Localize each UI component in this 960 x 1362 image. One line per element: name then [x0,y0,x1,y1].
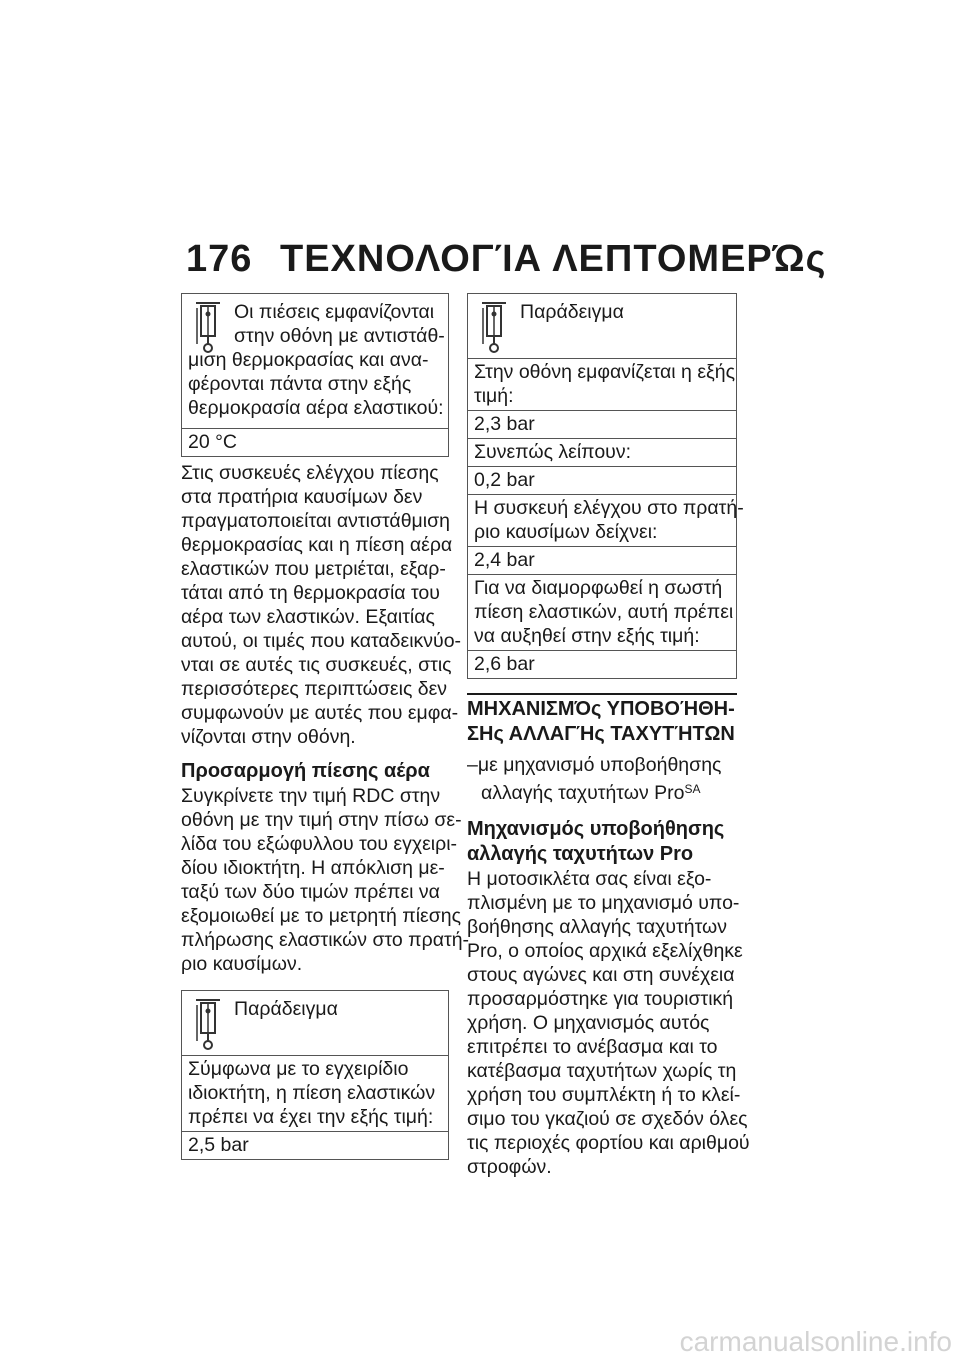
text-line: Στις συσκευές ελέγχου πίεσης [181,462,439,484]
text-line: πίεση ελαστικών, αυτή πρέπει [474,601,734,623]
page-header [186,238,827,288]
text-line: πρέπει να έχει την εξής τιμή: [188,1106,434,1128]
text-line: πλισμένη με το μηχανισμό υπο- [467,892,740,914]
text-line: προσαρμόστηκε για τουριστική [467,988,734,1010]
watermark: carmanualsonline.info [679,1326,952,1357]
text-line: ριο καυσίμων. [181,953,303,975]
text-line: συμφωνούν με αυτές που εμφα- [181,702,459,724]
tyre-pressure-icon [480,302,508,354]
note-line: μιση θερμοκρασίας και ανα- [188,349,429,371]
chapter-title: ΤΕΧΝΟΛΟΓΊΑ ΛΕΠΤΟΜΕΡΏς [280,238,827,280]
text-line: βοήθησης αλλαγής ταχυτήτων [467,916,728,938]
text-line: Η συσκευή ελέγχου στο πρατή- [474,497,744,519]
note-line: θερμοκρασία αέρα ελαστικού: [188,397,444,419]
text-line: νίζονται στην οθόνη. [181,726,356,748]
text-line: νται σε αυτές τις συσκευές, στις [181,654,452,676]
text-line: Σύμφωνα με το εγχειρίδιο [188,1058,409,1080]
example-title-row [468,294,736,358]
note-line: στην οθόνη με αντιστάθ- [234,325,445,347]
example-text [182,1055,448,1131]
section-rule [467,693,737,695]
example-value: 2,4 bar [468,546,736,574]
section-title-line: ΣΗς ΑΛΛΑΓΉς ΤΑΧΥΤΉΤΩΝ [467,723,735,745]
text-line: πραγματοποιείται αντιστάθμιση [181,510,450,532]
text-line: ελαστικών που μετριέται, εξαρ- [181,558,446,580]
shift-assistant-paragraph [467,867,750,1179]
example-value: 2,5 bar [182,1131,448,1159]
tyre-pressure-icon [194,999,222,1051]
note-value: 20 °C [182,428,448,456]
text-line: τις περιοχές φορτίου και αριθμού [467,1132,750,1154]
text-line: θερμοκρασίας και η πίεση αέρα [181,534,453,556]
text-line: περισσότερες περιπτώσεις δεν [181,678,448,700]
example-value: 0,2 bar [468,466,736,494]
example-value: 2,3 bar [468,410,736,438]
text-line: Συνεπώς λείπουν: [474,441,632,463]
left-column [181,293,470,1160]
note-line: φέρονται πάντα στην εξής [188,373,412,395]
subheading [467,817,737,867]
text-line: Pro, ο οποίος αρχικά εξελίχθηκε [467,940,743,962]
pressure-paragraph [181,461,462,749]
example-title-row [182,991,448,1055]
example-text [468,438,736,466]
text-line: τιμή: [474,385,514,407]
example-value: 2,6 bar [468,650,736,678]
tyre-pressure-icon [194,302,222,354]
example-text [468,358,736,410]
example-title: Παράδειγμα [234,998,338,1020]
text-line: ιδιοκτήτη, η πίεση ελαστικών [188,1082,436,1104]
section-heading: Προσαρμογή πίεσης αέρα [181,760,430,782]
equipment-bullet [467,753,737,805]
text-line: σιμο του γκαζιού σε σχεδόν όλες [467,1108,748,1130]
example-text [468,494,744,546]
text-line: στα πρατήρια καυσίμων δεν [181,486,423,508]
right-column [467,293,750,1179]
example-box [467,293,744,679]
text-line: στροφών. [467,1156,552,1178]
text-line: χρήση. Ο μηχανισμός αυτός [467,1012,710,1034]
note-line: Οι πιέσεις εμφανίζονται [234,301,435,323]
text-line: στους αγώνες και στη συνέχεια [467,964,735,986]
bullet-line: –με μηχανισμό υποβοήθησης [467,754,722,776]
text-line: αέρα των ελαστικών. Εξαιτίας [181,606,435,628]
text-line: λίδα του εξώφυλλου του εγχειρι- [181,833,458,855]
bullet-text: αλλαγής ταχυτήτων Pro [481,782,685,804]
text-line: τάται από τη θερμοκρασία του [181,582,440,604]
example-box [181,990,449,1160]
text-line: ταξύ των δύο τιμών πρέπει να [181,881,440,903]
adjust-paragraph [181,784,470,976]
text-line: οθόνη με την τιμή στην πίσω σε- [181,809,462,831]
text-line: κατέβασμα ταχυτήτων χωρίς τη [467,1060,737,1082]
text-line: αυτού, οι τιμές που καταδεικνύο- [181,630,462,652]
text-line: πλήρωσης ελαστικών στο πρατή- [181,929,470,951]
text-line: επιτρέπει το ανέβασμα και το [467,1036,718,1058]
text-line: να αυξηθεί στην εξής τιμή: [474,625,700,647]
page-number: 176 [186,238,253,280]
text-line: Στην οθόνη εμφανίζεται η εξής [474,361,735,383]
text-line: ριο καυσίμων δείχνει: [474,521,658,543]
bullet-line [467,777,737,805]
temperature-note-box [181,293,449,457]
text-line: δίου ιδιοκτήτη. Η απόκλιση με- [181,857,445,879]
section-title-line: ΜΗΧΑΝΙΣΜΌς ΥΠΟΒΟΉΘΗ- [467,698,735,720]
text-line: εξομοιωθεί με το μετρητή πίεσης [181,905,461,927]
optional-equipment-mark: SA [684,782,701,796]
text-line: Η μοτοσικλέτα σας είναι εξο- [467,868,712,890]
subheading-line: αλλαγής ταχυτήτων Pro [467,843,694,865]
note-text [182,294,448,428]
text-line: Συγκρίνετε την τιμή RDC στην [181,785,441,807]
subheading-line: Μηχανισμός υποβοήθησης [467,818,725,840]
section-title [467,697,737,747]
example-text [468,574,736,650]
text-line: Για να διαμορφωθεί η σωστή [474,577,723,599]
text-line: χρήση του συμπλέκτη ή το κλεί- [467,1084,741,1106]
example-title: Παράδειγμα [520,301,624,323]
